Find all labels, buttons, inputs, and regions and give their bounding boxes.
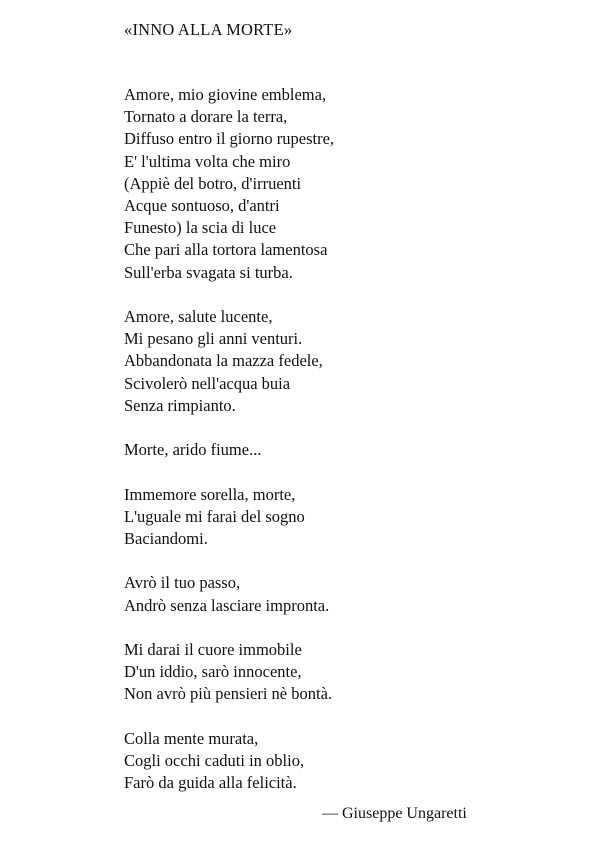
stanza-3 — [124, 439, 334, 461]
poem-line: Che pari alla tortora lamentosa — [124, 240, 328, 260]
poem-line: Amore, salute lucente, — [124, 307, 273, 327]
poem-author: — Giuseppe Ungaretti — [322, 805, 467, 822]
stanza-2 — [124, 306, 334, 417]
poem-line: Senza rimpianto. — [124, 395, 236, 415]
poem-line: Mi pesano gli anni venturi. — [124, 329, 303, 349]
poem-line: Colla mente murata, — [124, 728, 259, 748]
poem-title: «INNO ALLA MORTE» — [124, 20, 293, 39]
stanza-4 — [124, 484, 334, 551]
poem-line: Acque sontuoso, d'antri — [124, 196, 280, 216]
poem-line: Farò da guida alla felicità. — [124, 773, 297, 793]
poem-line: Non avrò più pensieri nè bontà. — [124, 684, 333, 704]
poem-line: Morte, arido fiume... — [124, 440, 262, 460]
poem-line: Mi darai il cuore immobile — [124, 640, 302, 659]
poem-line: Andrò senza lasciare impronta. — [124, 595, 330, 615]
poem-line: Scivolerò nell'acqua buia — [124, 373, 291, 393]
poem-line: Avrò il tuo passo, — [124, 573, 241, 593]
poem-line: Abbandonata la mazza fedele, — [124, 351, 323, 371]
poem-line: Amore, mio giovine emblema, — [124, 85, 327, 104]
stanza-6 — [124, 639, 334, 706]
poem-line: Immemore sorella, morte, — [124, 484, 296, 504]
poem-line: L'uguale mi farai del sogno — [124, 506, 305, 526]
poem-line: (Appiè del botro, d'irruenti — [124, 173, 302, 193]
stanza-5 — [124, 572, 334, 616]
poem-line: D'un iddio, sarò innocente, — [124, 662, 302, 682]
stanza-1 — [124, 84, 334, 284]
poem-line: Diffuso entro il giorno rupestre, — [124, 129, 335, 149]
poem-line: Baciandomi. — [124, 529, 208, 549]
poem-line: Sull'erba svagata si turba. — [124, 262, 293, 282]
stanza-7 — [124, 728, 334, 795]
poem-line: Cogli occhi caduti in oblio, — [124, 751, 305, 770]
poem-line: Tornato a dorare la terra, — [124, 107, 288, 127]
poem-body — [124, 84, 334, 817]
poem-line: E' l'ultima volta che miro — [124, 151, 291, 171]
poem-line: Funesto) la scia di luce — [124, 218, 277, 238]
